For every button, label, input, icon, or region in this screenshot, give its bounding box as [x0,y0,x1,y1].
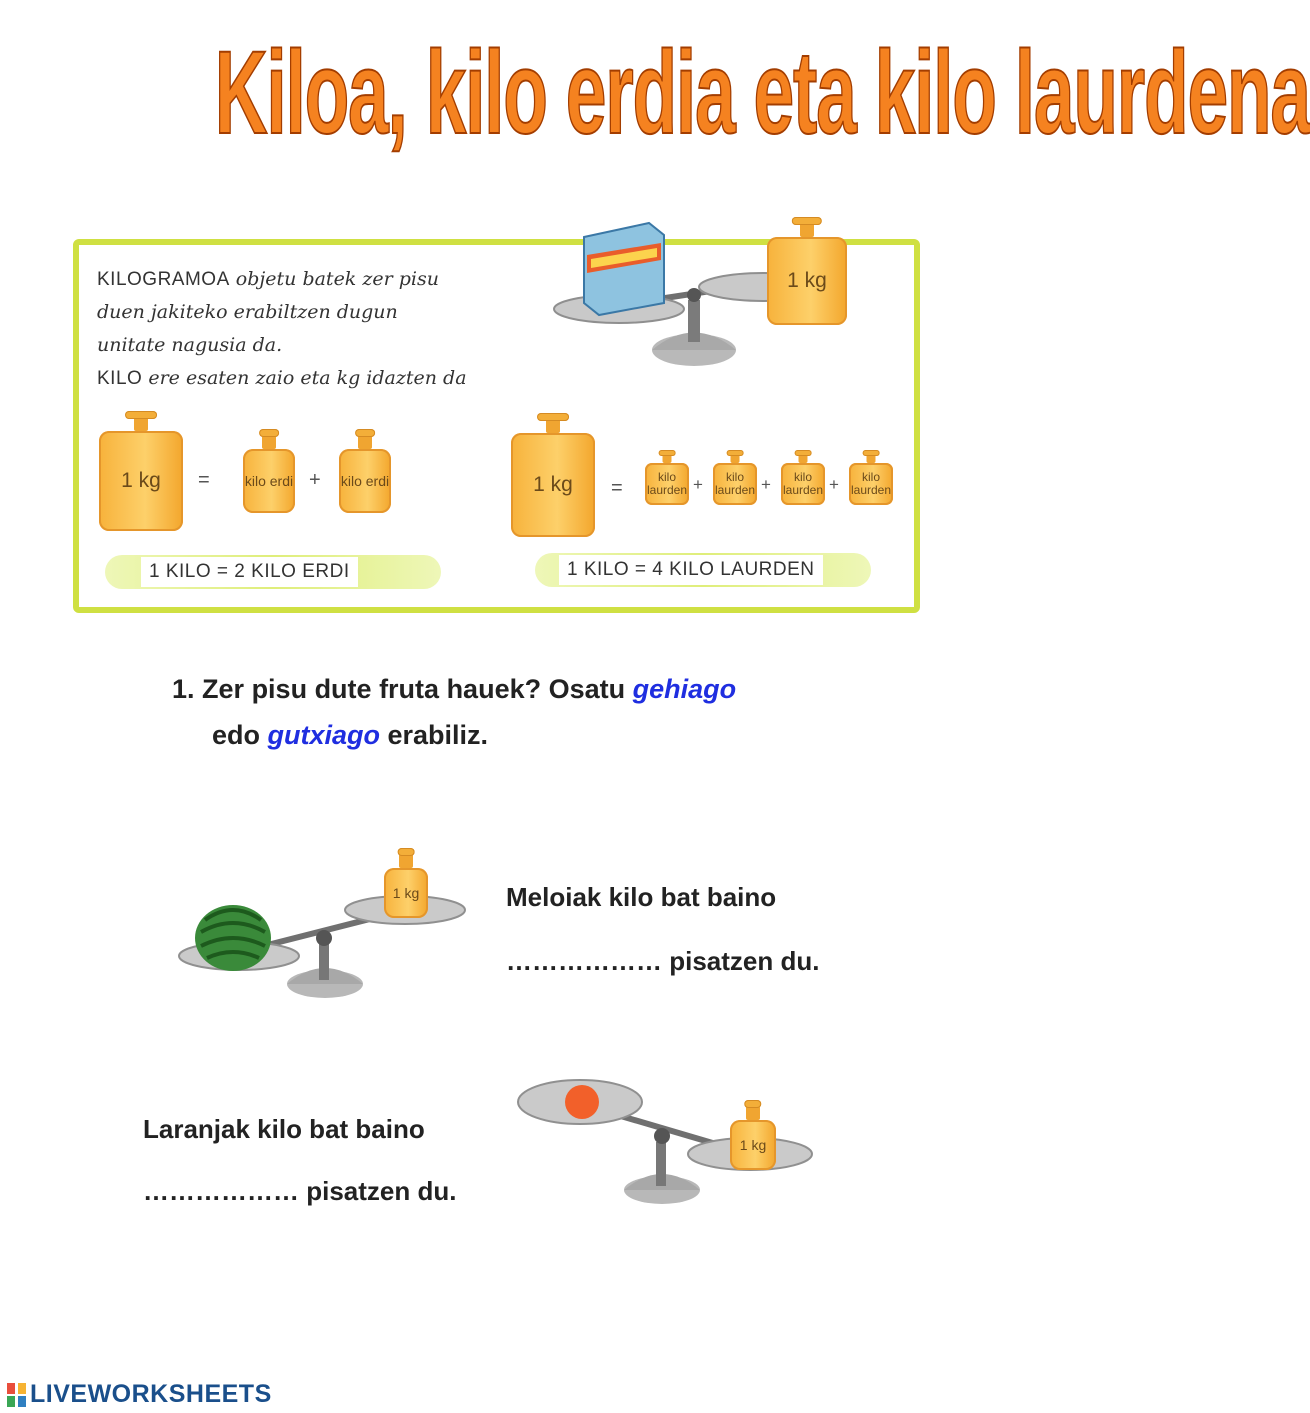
question-number: 1. [172,674,195,704]
half-kilo-weight: kilo erdi [243,449,295,513]
definition-line: duen jakiteko erabiltzen dugun [97,301,398,323]
one-kg-weight: 1 kg [730,1120,776,1170]
logo-mark-icon [6,1382,28,1408]
one-kg-weight: 1 kg [384,868,428,918]
plus-sign: + [829,475,839,494]
word-gehiago: gehiago [632,674,737,704]
question-line-2: edo gutxiago erabiliz. [212,720,489,750]
half-kilo-weight: kilo erdi [339,449,391,513]
quarter-kilo-weight: kilo laurden [713,463,757,505]
one-kg-weight: 1 kg [767,237,847,325]
definition-line: unitate nagusia da. [97,334,283,356]
definition-line: KILO ere esaten zaio eta kg idazten da [97,367,467,389]
exercise1-line-1: Meloiak kilo bat baino [506,882,777,912]
quarter-kilo-weight: kilo laurden [849,463,893,505]
exercise2-line-1: Laranjak kilo bat baino [143,1114,425,1144]
liveworksheets-logo: LIVEWORKSHEETS [6,1378,272,1410]
exercise1-line-2: ……………… pisatzen du. [506,946,820,976]
plus-sign: + [761,475,771,494]
quarter-kilo-weight: kilo laurden [645,463,689,505]
word-gutxiago: gutxiago [267,720,381,750]
plus-sign: + [309,469,321,491]
one-kg-weight: 1 kg [99,431,183,531]
definition-line: KILOGRAMOA objetu batek zer pisu [97,268,439,290]
plus-sign: + [693,475,703,494]
half-equation: 1 KILO = 2 KILO ERDI [141,557,358,587]
worksheet-title: Kiloa, kilo erdia eta kilo laurdena [214,27,1310,159]
quarter-equation: 1 KILO = 4 KILO LAURDEN [559,555,823,585]
quarter-kilo-weight: kilo laurden [781,463,825,505]
equals-sign: = [611,477,623,499]
question-line-1: 1. Zer pisu dute fruta hauek? Osatu gehiago [172,674,737,704]
one-kg-weight: 1 kg [511,433,595,537]
exercise2-line-2: ……………… pisatzen du. [143,1176,457,1206]
equals-sign: = [198,469,210,491]
melon-scale-illustration [175,860,475,1010]
info-panel [73,239,920,613]
